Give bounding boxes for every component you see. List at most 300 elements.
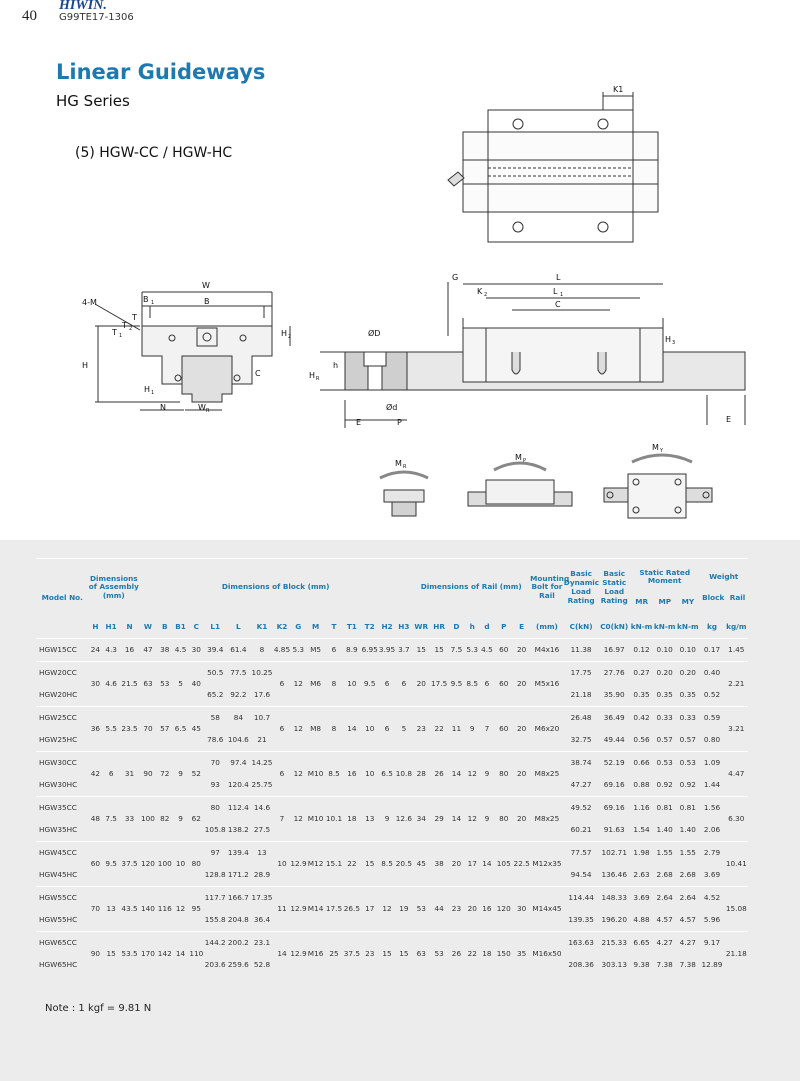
cell-m: M12 [306, 841, 325, 886]
cell-n: 16 [120, 639, 139, 662]
cell-k1: 8 [250, 639, 273, 662]
cell-l1: 144.2 [204, 931, 226, 954]
column-header: kg/m [726, 621, 747, 631]
series-name: HG Series [56, 92, 130, 110]
cell-c0: 27.76 [598, 661, 630, 684]
cell-l: 138.2 [227, 825, 249, 834]
cell-mr: 0.35 [633, 690, 650, 699]
cell-c: 95 [188, 886, 204, 931]
cell-c_dyn: 38.74 [564, 751, 599, 774]
label-h3-sub: 3 [672, 340, 676, 346]
label-mr: M [395, 459, 402, 468]
label-n: N [160, 403, 166, 412]
cell-k2: 7 [274, 796, 291, 841]
cell-bolt: M8x25 [530, 796, 564, 841]
cell-n: 33 [120, 796, 139, 841]
cell-d: 14 [448, 751, 465, 796]
cell-g: 12 [290, 706, 306, 751]
cell-rail: 3.21 [725, 706, 748, 751]
moment-mr-diagram [380, 472, 428, 516]
cell-h3: 19 [395, 886, 412, 931]
cell-h3: 20.5 [395, 841, 412, 886]
cell-wr: 28 [412, 751, 430, 796]
cell-mp: 2.68 [656, 870, 673, 879]
cell-l: 171.2 [227, 870, 249, 879]
cell-w: 63 [139, 661, 157, 706]
column-header: kg [706, 621, 718, 631]
technical-drawings [0, 0, 800, 540]
cell-t2: 9.5 [361, 661, 379, 706]
cell-bolt: M6x20 [530, 706, 564, 751]
cell-t2: 23 [361, 931, 379, 976]
cell-b: 116 [157, 886, 173, 931]
cell-p: 80 [494, 796, 513, 841]
cell-c0: 136.46 [601, 870, 627, 879]
cell-my: 1.55 [676, 841, 699, 864]
cell-p: 80 [494, 751, 513, 796]
cell-l1: 70 [204, 751, 226, 774]
cell-l1: 203.6 [204, 960, 226, 970]
cell-l1: 39.4 [204, 639, 226, 662]
cell-e: 20 [513, 661, 530, 706]
cell-c0: 16.97 [598, 639, 630, 662]
cell-block: 1.56 [699, 796, 724, 819]
label-mp: M [515, 453, 522, 462]
cell-h2: 15 [379, 931, 396, 976]
label-b1: B [143, 295, 149, 304]
cell-mr: 1.16 [630, 796, 653, 819]
table-row [36, 841, 748, 864]
label-phi-d: Ød [386, 403, 398, 412]
cell-c_dyn: 32.75 [570, 735, 592, 744]
cell-g: 12.9 [290, 841, 306, 886]
cell-p: 150 [494, 931, 513, 976]
cell-c0: 91.63 [603, 825, 625, 834]
header-block: Dimensions of Block (mm) [139, 559, 412, 617]
cell-t2: 13 [361, 796, 379, 841]
label-k2: K [477, 287, 483, 296]
cell-l1: 155.8 [204, 915, 226, 924]
top-view-drawing [448, 92, 658, 242]
label-k2-sub: 2 [484, 292, 488, 298]
label-w: W [202, 281, 210, 290]
cell-block: 9.17 [699, 931, 724, 954]
cell-h: 48 [89, 796, 103, 841]
header-bolt: Mounting Bolt for Rail [530, 559, 564, 617]
cell-l: 112.4 [226, 796, 250, 819]
cell-h: 5.3 [465, 639, 480, 662]
cell-mp: 4.27 [653, 931, 676, 954]
cell-mr: 4.88 [633, 915, 650, 924]
cell-h: 12 [465, 796, 480, 841]
cell-d: 7 [480, 706, 495, 751]
table-row [36, 661, 748, 684]
cell-rail: 10.41 [725, 841, 748, 886]
cell-k2: 14 [274, 931, 291, 976]
cell-c: 80 [188, 841, 204, 886]
column-header: W [143, 621, 152, 631]
cell-h2: 9 [379, 796, 396, 841]
cell-mr: 0.42 [630, 706, 653, 729]
header-weight-title: Weight [709, 572, 739, 581]
cell-block: 0.17 [699, 639, 724, 662]
cell-t2: 17 [361, 886, 379, 931]
cell-block: 0.40 [699, 661, 724, 684]
model-cell: HGW25HC [39, 735, 78, 744]
cell-t2: 10 [361, 706, 379, 751]
cell-my: 0.35 [679, 690, 696, 699]
cell-mp: 0.57 [656, 735, 673, 744]
cell-l1: 78.6 [207, 735, 224, 744]
model-cell: HGW35HC [39, 825, 78, 834]
cell-t2: 10 [361, 751, 379, 796]
cell-c: 40 [188, 661, 204, 706]
cell-rail: 2.21 [725, 661, 748, 706]
cell-t1: 16 [343, 751, 361, 796]
cell-h1: 5.5 [102, 706, 120, 751]
model-cell: HGW30HC [39, 780, 78, 789]
model-cell: HGW25CC [36, 706, 89, 729]
cell-h: 42 [89, 751, 103, 796]
cell-k1: 10.25 [250, 661, 273, 684]
cell-l: 104.6 [227, 735, 249, 744]
table-row [36, 706, 748, 729]
column-header: D [453, 621, 460, 631]
cell-l1: 128.8 [204, 870, 226, 879]
cell-bolt: M4x16 [530, 639, 564, 662]
cell-t1: 10 [343, 661, 361, 706]
label-h1-sub: 1 [151, 390, 155, 396]
cell-g: 12 [290, 751, 306, 796]
cell-n: 31 [120, 751, 139, 796]
cell-bolt: M5x16 [530, 661, 564, 706]
cell-c: 52 [188, 751, 204, 796]
cell-hr: 44 [430, 886, 448, 931]
cell-h: 36 [89, 706, 103, 751]
column-header: L [236, 621, 241, 631]
cell-n: 43.5 [120, 886, 139, 931]
label-h-small: h [333, 361, 339, 370]
cell-l: 61.4 [226, 639, 250, 662]
cell-n: 21.5 [120, 661, 139, 706]
cell-c0: 215.33 [598, 931, 630, 954]
cell-l1: 117.7 [204, 886, 226, 909]
cell-m: M16 [306, 931, 325, 976]
front-view-drawing [95, 292, 290, 410]
cell-b1: 14 [173, 931, 189, 976]
header-moment-title: Static Rated Moment [639, 567, 691, 586]
column-header: kN-m [653, 621, 676, 631]
cell-k1: 10.7 [250, 706, 273, 729]
cell-rail: 1.45 [725, 639, 748, 662]
cell-t1: 37.5 [343, 931, 361, 976]
column-header: L1 [210, 621, 221, 631]
cell-h: 70 [89, 886, 103, 931]
cell-mp: 0.33 [653, 706, 676, 729]
cell-m: M8 [306, 706, 325, 751]
cell-c0: 35.90 [603, 690, 625, 699]
header-rail: Dimensions of Rail (mm) [412, 559, 530, 617]
cell-h3: 5 [395, 706, 412, 751]
cell-p: 60 [494, 639, 513, 662]
header-mp: MP [658, 597, 672, 607]
cell-g: 5.3 [290, 639, 306, 662]
cell-my: 7.38 [679, 960, 696, 970]
model-cell: HGW45HC [39, 870, 78, 879]
spec-table [36, 558, 748, 976]
column-header: WR [414, 621, 429, 631]
cell-block: 1.44 [703, 780, 721, 789]
cell-block: 1.09 [699, 751, 724, 774]
cell-l: 84 [226, 706, 250, 729]
cell-g: 12.9 [290, 931, 306, 976]
cell-h1: 13 [102, 886, 120, 931]
cell-h1: 6 [102, 751, 120, 796]
cell-my: 4.57 [679, 915, 696, 924]
cell-c: 45 [188, 706, 204, 751]
label-g: G [452, 273, 459, 282]
cell-block: 2.79 [699, 841, 724, 864]
cell-e: 30 [513, 886, 530, 931]
column-header: H1 [105, 621, 117, 631]
cell-b1: 6.5 [173, 706, 189, 751]
cell-k1: 27.5 [253, 825, 271, 834]
cell-wr: 15 [412, 639, 430, 662]
header-static: Basic Static Load Rating [598, 559, 630, 617]
column-header: T1 [346, 621, 357, 631]
label-h2-sub: 2 [288, 334, 292, 340]
column-header: M [311, 621, 320, 631]
cell-c0: 196.20 [601, 915, 627, 924]
cell-c_dyn: 11.38 [564, 639, 599, 662]
cell-b: 53 [157, 661, 173, 706]
cell-c0: 69.16 [603, 780, 625, 789]
cell-c_dyn: 163.63 [564, 931, 599, 954]
cell-l1: 50.5 [204, 661, 226, 684]
cell-b1: 10 [173, 841, 189, 886]
cell-t2: 6.95 [361, 639, 379, 662]
cell-l: 77.5 [226, 661, 250, 684]
table-row [36, 639, 748, 662]
label-k1: K1 [613, 85, 624, 94]
column-header: E [519, 621, 525, 631]
cell-rail: 21.18 [725, 931, 748, 976]
cell-t1: 26.5 [343, 886, 361, 931]
cell-h: 8.5 [465, 661, 480, 706]
cell-g: 12 [290, 661, 306, 706]
cell-mp: 0.81 [653, 796, 676, 819]
cell-rail: 4.47 [725, 751, 748, 796]
cell-hr: 38 [430, 841, 448, 886]
cell-t: 6 [325, 639, 343, 662]
cell-b: 82 [157, 796, 173, 841]
cell-d: 7.5 [448, 639, 465, 662]
cell-my: 0.33 [676, 706, 699, 729]
cell-b: 38 [157, 639, 173, 662]
cell-c_dyn: 21.18 [570, 690, 592, 699]
cell-mr: 6.65 [630, 931, 653, 954]
model-cell: HGW20CC [36, 661, 89, 684]
cell-c0: 303.13 [601, 960, 627, 970]
column-header: H3 [398, 621, 410, 631]
page-number: 40 [22, 8, 37, 24]
cell-d: 9 [480, 796, 495, 841]
label-p: P [397, 418, 402, 427]
cell-b1: 4.5 [173, 639, 189, 662]
cell-d: 16 [480, 886, 495, 931]
cell-n: 23.5 [120, 706, 139, 751]
cell-k2: 4.85 [274, 639, 291, 662]
cell-c_dyn: 94.54 [570, 870, 592, 879]
cell-my: 1.40 [679, 825, 696, 834]
cell-rail: 15.08 [725, 886, 748, 931]
cell-h3: 10.8 [395, 751, 412, 796]
table-row [36, 931, 748, 954]
cell-t: 17.5 [325, 886, 343, 931]
cell-c_dyn: 77.57 [564, 841, 599, 864]
column-header: h [469, 621, 475, 631]
cell-w: 140 [139, 886, 157, 931]
cell-t: 15.1 [325, 841, 343, 886]
table-body [36, 639, 748, 977]
label-l: L [556, 273, 561, 282]
cell-block: 0.59 [699, 706, 724, 729]
cell-h2: 12 [379, 886, 396, 931]
label-c: C [555, 300, 561, 309]
cell-k2: 6 [274, 706, 291, 751]
cell-e: 35 [513, 931, 530, 976]
model-cell: HGW35CC [36, 796, 89, 819]
cell-d: 23 [448, 886, 465, 931]
cell-mr: 1.98 [630, 841, 653, 864]
column-header: H [92, 621, 99, 631]
cell-h: 9 [465, 706, 480, 751]
cell-mp: 0.92 [656, 780, 673, 789]
cell-h2: 6 [379, 706, 396, 751]
header-dynamic: Basic Dynamic Load Rating [564, 559, 599, 617]
cell-block: 4.52 [699, 886, 724, 909]
column-header: C(kN) [569, 621, 593, 631]
cell-h1: 7.5 [102, 796, 120, 841]
cell-w: 90 [139, 751, 157, 796]
label-t: T [132, 313, 137, 322]
cell-mr: 0.88 [633, 780, 650, 789]
cell-k1: 52.8 [253, 960, 271, 970]
cell-h3: 15 [395, 931, 412, 976]
label-my: M [652, 443, 659, 452]
cell-k1: 14.25 [250, 751, 273, 774]
column-header: (mm) [536, 621, 558, 631]
cell-h3: 12.6 [395, 796, 412, 841]
column-header: H2 [381, 621, 393, 631]
cell-n: 37.5 [120, 841, 139, 886]
model-cell: HGW55HC [39, 915, 78, 924]
cell-t1: 18 [343, 796, 361, 841]
cell-d: 4.5 [480, 639, 495, 662]
cell-c0: 69.16 [598, 796, 630, 819]
label-t2: T [122, 321, 127, 330]
column-header: P [501, 621, 507, 631]
cell-p: 60 [494, 706, 513, 751]
cell-mp: 0.10 [653, 639, 676, 662]
cell-b: 72 [157, 751, 173, 796]
cell-d: 20 [448, 841, 465, 886]
column-header: HR [433, 621, 445, 631]
cell-hr: 26 [430, 751, 448, 796]
cell-mr: 1.54 [633, 825, 650, 834]
cell-t: 8.5 [325, 751, 343, 796]
cell-mr: 3.69 [630, 886, 653, 909]
hiwin-logo: HIWIN. [59, 0, 107, 13]
label-wr: W [198, 403, 206, 412]
label-b1-sub: 1 [151, 300, 155, 306]
label-c-side: C [255, 369, 261, 378]
cell-block: 0.80 [703, 735, 721, 744]
column-header: kN-m [677, 621, 699, 631]
cell-h2: 6.5 [379, 751, 396, 796]
label-hr: H [309, 371, 316, 380]
cell-mr: 0.12 [630, 639, 653, 662]
cell-mr: 9.38 [633, 960, 650, 970]
cell-k1: 17.6 [253, 690, 271, 699]
cell-wr: 53 [412, 886, 430, 931]
cell-w: 47 [139, 639, 157, 662]
cell-t1: 14 [343, 706, 361, 751]
label-e-left: E [356, 418, 362, 427]
cell-wr: 45 [412, 841, 430, 886]
cell-mp: 4.57 [656, 915, 673, 924]
cell-c0: 148.33 [598, 886, 630, 909]
side-view-drawing [320, 282, 745, 428]
cell-wr: 23 [412, 706, 430, 751]
cell-l: 200.2 [226, 931, 250, 954]
label-t1: T [112, 328, 117, 337]
cell-l: 120.4 [227, 780, 249, 789]
cell-b: 57 [157, 706, 173, 751]
cell-l1: 105.8 [204, 825, 226, 834]
cell-h1: 4.6 [102, 661, 120, 706]
cell-hr: 22 [430, 706, 448, 751]
cell-b1: 12 [173, 886, 189, 931]
cell-c_dyn: 139.35 [568, 915, 594, 924]
catalog-code: G99TE17-1306 [59, 12, 134, 23]
model-cell: HGW55CC [36, 886, 89, 909]
cell-my: 0.81 [676, 796, 699, 819]
cell-k1: 36.4 [253, 915, 271, 924]
cell-mp: 0.53 [653, 751, 676, 774]
cell-d: 9 [480, 751, 495, 796]
cell-mp: 1.55 [653, 841, 676, 864]
cell-my: 2.64 [676, 886, 699, 909]
cell-c_dyn: 26.48 [564, 706, 599, 729]
cell-w: 120 [139, 841, 157, 886]
cell-mp: 2.64 [653, 886, 676, 909]
cell-m: M14 [306, 886, 325, 931]
label-t1-sub: 1 [119, 333, 123, 339]
cell-c: 62 [188, 796, 204, 841]
cell-wr: 20 [412, 661, 430, 706]
cell-h: 22 [465, 931, 480, 976]
cell-k1: 21 [257, 735, 267, 744]
cell-bolt: M14x45 [530, 886, 564, 931]
cell-c_dyn: 49.52 [564, 796, 599, 819]
cell-h: 17 [465, 841, 480, 886]
cell-c: 110 [188, 931, 204, 976]
column-header-row [36, 617, 748, 639]
cell-bolt: M12x35 [530, 841, 564, 886]
label-wr-sub: R [206, 408, 210, 414]
cell-l: 92.2 [230, 690, 247, 699]
